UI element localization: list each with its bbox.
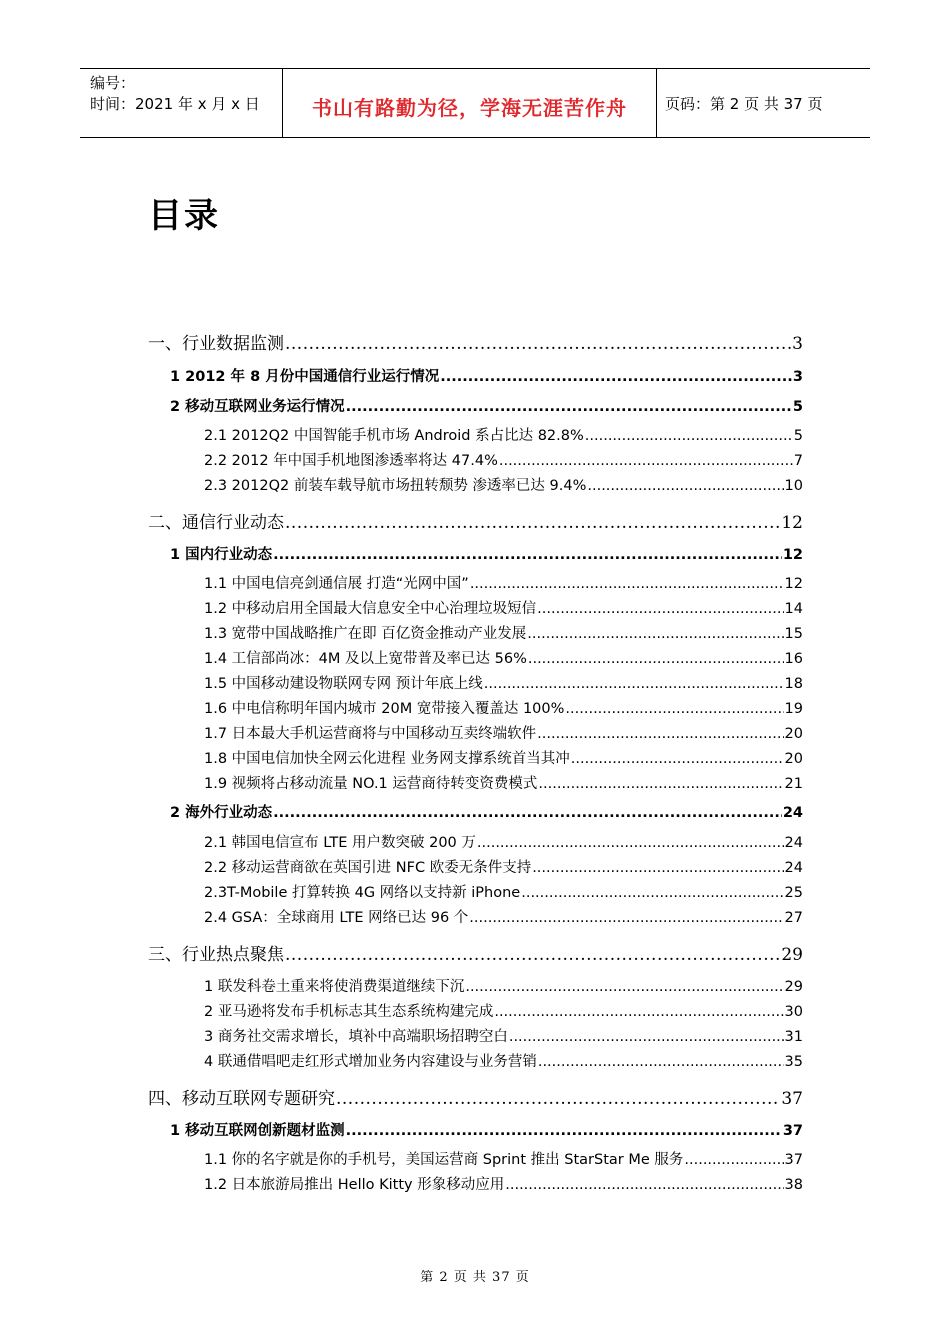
- toc-entry-page-number: 16: [784, 651, 803, 667]
- toc-entry-page-number: 24: [782, 805, 803, 821]
- toc-entry[interactable]: [204, 449, 803, 470]
- header-page-cell: [657, 69, 870, 137]
- toc-entry-page-number: 7: [793, 453, 803, 469]
- toc-entry[interactable]: [204, 697, 803, 718]
- toc-dot-leader: [484, 676, 784, 692]
- toc-entry-page-number: 10: [784, 478, 803, 494]
- toc-entry-label: 一、行业数据监测: [148, 334, 284, 354]
- toc-dot-leader: [440, 369, 792, 385]
- toc-dot-leader: [346, 399, 792, 415]
- toc-entry-page-number: 37: [781, 1089, 803, 1109]
- toc-entry-page-number: 15: [784, 626, 803, 642]
- toc-entry-label: 2.1 2012Q2 中国智能手机市场 Android 系占比达 82.8%: [204, 428, 584, 444]
- toc-dot-leader: [477, 835, 784, 851]
- toc-dot-leader: [470, 576, 784, 592]
- toc-dot-leader: [571, 751, 784, 767]
- toc-dot-leader: [336, 1089, 780, 1109]
- toc-entry-page-number: 12: [784, 576, 803, 592]
- toc-dot-leader: [469, 910, 783, 926]
- toc-entry[interactable]: [204, 722, 803, 743]
- toc-entry-label: 2.4 GSA：全球商用 LTE 网络已达 96 个: [204, 910, 469, 926]
- toc-dot-leader: [537, 601, 783, 617]
- toc-entry-label: 2 亚马逊将发布手机标志其生态系统构建完成: [204, 1004, 494, 1020]
- toc-entry-page-number: 35: [784, 1054, 803, 1070]
- toc-entry[interactable]: [204, 1000, 803, 1021]
- toc-entry-page-number: 27: [784, 910, 803, 926]
- toc-entry[interactable]: [204, 831, 803, 852]
- toc-entry-label: 1.3 宽带中国战略推广在即 百亿资金推动产业发展: [204, 626, 527, 642]
- toc-entry-page-number: 18: [784, 676, 803, 692]
- toc-entry-page-number: 3: [792, 334, 803, 354]
- toc-entry-label: 1 联发科卷土重来将使消费渠道继续下沉: [204, 979, 465, 995]
- toc-entry-label: 1.2 日本旅游局推出 Hello Kitty 形象移动应用: [204, 1177, 505, 1193]
- toc-entry[interactable]: [170, 1119, 803, 1140]
- toc-entry-label: 1.1 你的名字就是你的手机号，美国运营商 Sprint 推出 StarStar Me 服务: [204, 1152, 684, 1168]
- header-motto-cell: [283, 69, 657, 137]
- toc-entry-label: 1 2012 年 8 月份中国通信行业运行情况: [170, 369, 440, 385]
- toc-dot-leader: [285, 334, 791, 354]
- toc-dot-leader: [273, 805, 782, 821]
- toc-entry[interactable]: [204, 975, 803, 996]
- header-meta-cell: [80, 69, 283, 137]
- toc-entry-page-number: 5: [792, 399, 803, 415]
- toc-entry[interactable]: [170, 395, 803, 416]
- toc-entry[interactable]: [204, 772, 803, 793]
- toc-entry-page-number: 24: [784, 835, 803, 851]
- toc-entry-label: 1.8 中国电信加快全网云化进程 业务网支撑系统首当其冲: [204, 751, 570, 767]
- page-header: [80, 68, 870, 138]
- toc-dot-leader: [509, 1029, 784, 1045]
- toc-entry[interactable]: [204, 647, 803, 668]
- toc-entry-page-number: 21: [784, 776, 803, 792]
- toc-entry-label: 1.4 工信部尚冰：4M 及以上宽带普及率已达 56%: [204, 651, 527, 667]
- toc-entry-label: 2.2 2012 年中国手机地图渗透率将达 47.4%: [204, 453, 498, 469]
- toc-dot-leader: [499, 453, 793, 469]
- toc-entry-page-number: 14: [784, 601, 803, 617]
- toc-entry-page-number: 12: [782, 547, 803, 563]
- toc-entry-label: 1 移动互联网创新题材监测: [170, 1123, 345, 1139]
- toc-entry[interactable]: [148, 940, 803, 965]
- toc-dot-leader: [465, 979, 783, 995]
- toc-dot-leader: [521, 885, 783, 901]
- toc-dot-leader: [505, 1177, 783, 1193]
- toc-entry-page-number: 20: [784, 751, 803, 767]
- toc-entry-label: 1.2 中移动启用全国最大信息安全中心治理垃圾短信: [204, 601, 537, 617]
- toc-entry[interactable]: [170, 801, 803, 822]
- toc-dot-leader: [527, 626, 783, 642]
- header-motto: 书山有路勤为径，学海无涯苦作舟: [312, 96, 627, 120]
- toc-dot-leader: [538, 1054, 784, 1070]
- toc-entry-page-number: 29: [784, 979, 803, 995]
- toc-entry-page-number: 3: [792, 369, 803, 385]
- toc-entry-label: 1.1 中国电信亮剑通信展 打造“光网中国”: [204, 576, 469, 592]
- toc-entry-page-number: 38: [784, 1177, 803, 1193]
- header-page-code: 页码：第 2 页 共 37 页: [665, 95, 823, 113]
- toc-entry-page-number: 37: [784, 1152, 803, 1168]
- toc-entry-label: 二、通信行业动态: [148, 513, 284, 533]
- toc-entry-label: 2.1 韩国电信宣布 LTE 用户数突破 200 万: [204, 835, 476, 851]
- toc-entry-label: 2 海外行业动态: [170, 805, 273, 821]
- toc-dot-leader: [273, 547, 782, 563]
- toc-dot-leader: [587, 478, 783, 494]
- toc-dot-leader: [684, 1152, 783, 1168]
- toc-entry-label: 3 商务社交需求增长，填补中高端职场招聘空白: [204, 1029, 508, 1045]
- toc-dot-leader: [494, 1004, 783, 1020]
- toc-dot-leader: [285, 513, 780, 533]
- toc-entry-label: 1.5 中国移动建设物联网专网 预计年底上线: [204, 676, 483, 692]
- toc-entry-label: 1 国内行业动态: [170, 547, 273, 563]
- toc-entry-label: 2 移动互联网业务运行情况: [170, 399, 345, 415]
- toc-entry-page-number: 37: [782, 1123, 803, 1139]
- toc-entry[interactable]: [204, 672, 803, 693]
- toc-dot-leader: [285, 945, 780, 965]
- toc-entry-label: 1.6 中电信称明年国内城市 20M 宽带接入覆盖达 100%: [204, 701, 565, 717]
- toc-dot-leader: [346, 1123, 782, 1139]
- toc-entry[interactable]: [204, 1173, 803, 1194]
- toc-dot-leader: [538, 776, 783, 792]
- toc-entry[interactable]: [204, 747, 803, 768]
- toc-entry-page-number: 20: [784, 726, 803, 742]
- toc-entry[interactable]: [170, 543, 803, 564]
- page-footer: 第 2 页 共 37 页: [420, 1270, 530, 1285]
- toc-entry[interactable]: [204, 572, 803, 593]
- toc-entry-page-number: 30: [784, 1004, 803, 1020]
- toc-entry[interactable]: [148, 508, 803, 533]
- toc-entry-label: 2.3 2012Q2 前装车载导航市场扭转颓势 渗透率已达 9.4%: [204, 478, 587, 494]
- toc-entry[interactable]: [204, 1050, 803, 1071]
- toc-entry[interactable]: [204, 1148, 803, 1169]
- toc-dot-leader: [528, 651, 784, 667]
- toc-entry-page-number: 25: [784, 885, 803, 901]
- toc-dot-leader: [565, 701, 783, 717]
- toc-entry[interactable]: [204, 856, 803, 877]
- toc-dot-leader: [585, 428, 793, 444]
- toc-entry[interactable]: [204, 474, 803, 495]
- toc-entry-page-number: 19: [784, 701, 803, 717]
- toc-dot-leader: [532, 860, 783, 876]
- toc-entry-label: 4 联通借唱吧走红形式增加业务内容建设与业务营销: [204, 1054, 537, 1070]
- toc-entry[interactable]: [148, 329, 803, 354]
- toc-entry[interactable]: [204, 906, 803, 927]
- toc-entry-page-number: 24: [784, 860, 803, 876]
- toc-entry-label: 1.7 日本最大手机运营商将与中国移动互卖终端软件: [204, 726, 537, 742]
- toc-entry-label: 2.2 移动运营商欲在英国引进 NFC 欧委无条件支持: [204, 860, 532, 876]
- toc-entry[interactable]: [204, 881, 803, 902]
- document-date: 时间：2021 年 x 月 x 日: [90, 95, 260, 113]
- toc-entry-page-number: 31: [784, 1029, 803, 1045]
- toc-entry[interactable]: [148, 1084, 803, 1109]
- toc-entry[interactable]: [204, 1025, 803, 1046]
- toc-entry[interactable]: [170, 365, 803, 386]
- toc-dot-leader: [537, 726, 783, 742]
- toc-entry-label: 三、行业热点聚焦: [148, 945, 284, 965]
- toc-entry-page-number: 29: [781, 945, 803, 965]
- toc-entry-page-number: 12: [781, 513, 803, 533]
- toc-entry-label: 1.9 视频将占移动流量 NO.1 运营商待转变资费模式: [204, 776, 538, 792]
- toc-entry[interactable]: [204, 622, 803, 643]
- toc-entry[interactable]: [204, 424, 803, 445]
- toc-entry[interactable]: [204, 597, 803, 618]
- toc-entry-page-number: 5: [793, 428, 803, 444]
- toc-entry-label: 2.3T-Mobile 打算转换 4G 网络以支持新 iPhone: [204, 885, 521, 901]
- document-number-label: 编号：: [90, 74, 136, 92]
- toc-title: 目录: [148, 196, 220, 236]
- toc-entry-label: 四、移动互联网专题研究: [148, 1089, 335, 1109]
